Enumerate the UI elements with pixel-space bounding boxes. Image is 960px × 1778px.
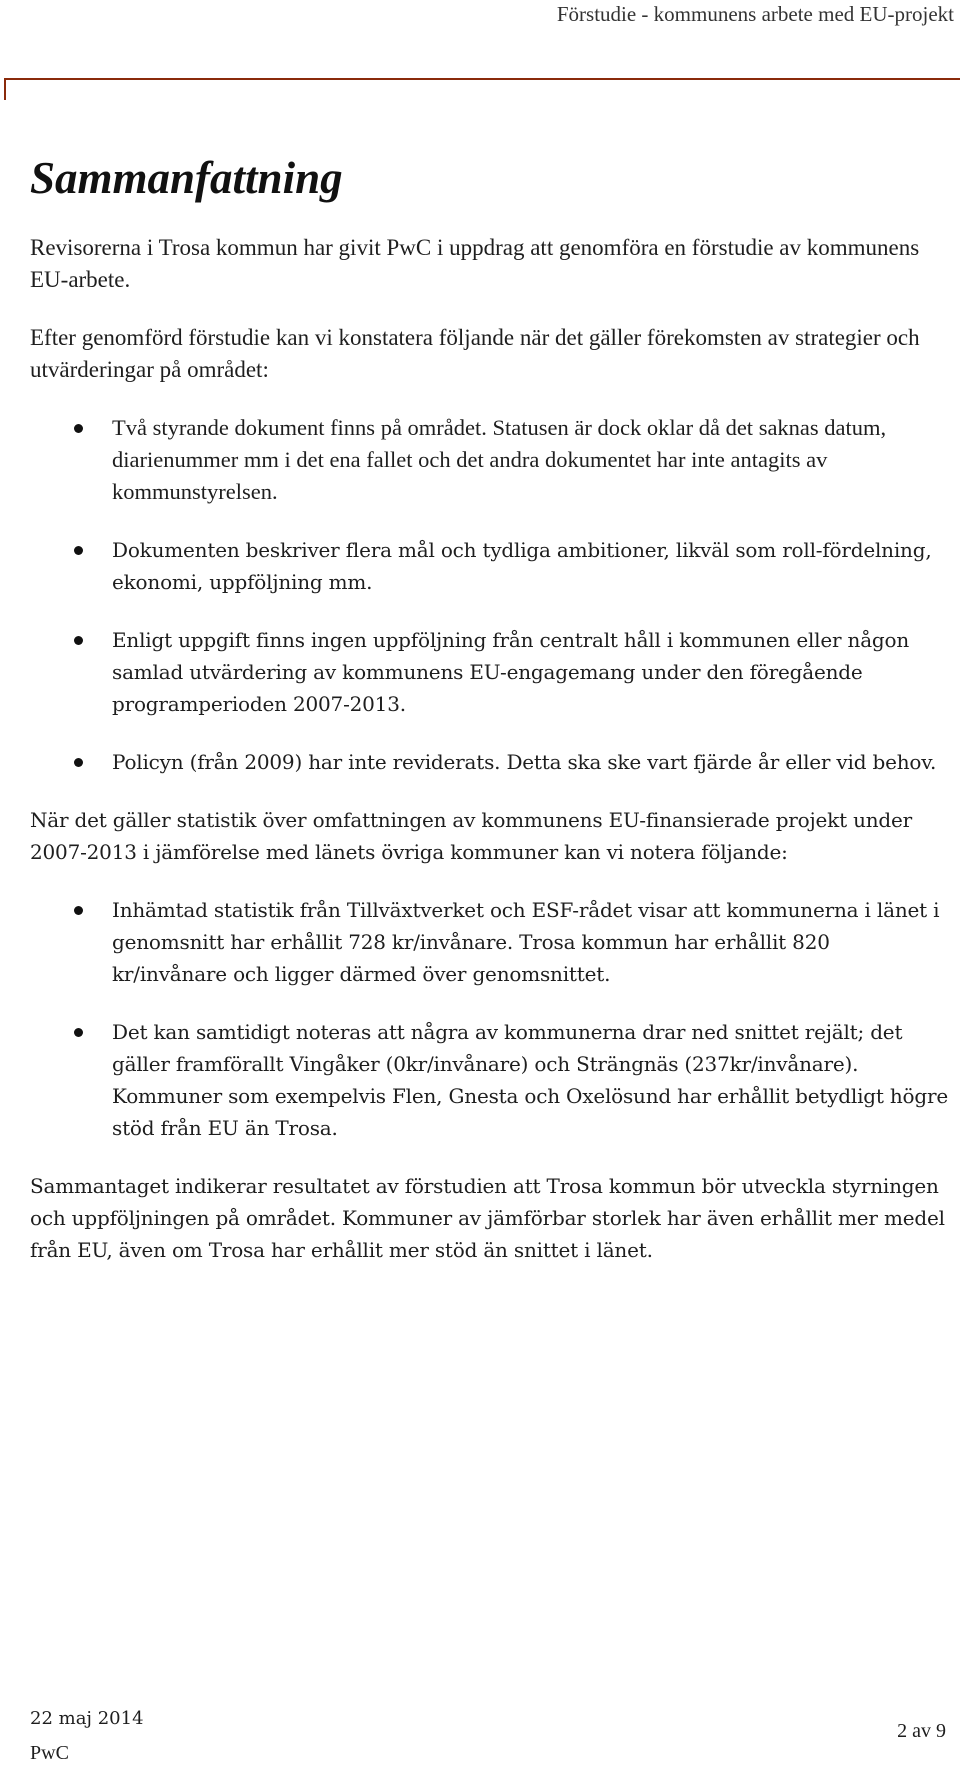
findings-intro-paragraph: Efter genomförd förstudie kan vi konstatera följande när det gäller förekomsten av strategier och utvärderingar på området: bbox=[30, 325, 920, 382]
bullet-icon bbox=[74, 758, 83, 767]
header-rule-corner bbox=[4, 78, 6, 100]
bullet-icon bbox=[74, 546, 83, 555]
main-content bbox=[30, 150, 950, 1292]
list-item-text: Två styrande dokument finns på området. Statusen är dock oklar då det saknas datum, diarienummer mm i det ena fallet och det andra dokumentet har inte antagits av kommunstyrelsen. bbox=[112, 415, 887, 504]
list-item bbox=[30, 412, 950, 508]
footer-date: 22 maj 2014 bbox=[30, 1708, 144, 1729]
list-item-text: Enligt uppgift finns ingen uppföljning från centralt håll i kommunen eller någon samlad utvärdering av kommunens EU-engagemang under den föregående programperioden 2007-2013. bbox=[112, 628, 910, 716]
list-item bbox=[30, 534, 950, 598]
bullet-icon bbox=[74, 906, 83, 915]
list-item bbox=[30, 1016, 950, 1144]
bullet-icon bbox=[74, 636, 83, 645]
page-number: 2 av 9 bbox=[897, 1720, 946, 1742]
statistics-list bbox=[30, 894, 950, 1144]
list-item-text: Dokumenten beskriver flera mål och tydliga ambitioner, likväl som roll-fördelning, ekonomi, uppföljning mm. bbox=[112, 538, 932, 594]
list-item bbox=[30, 624, 950, 720]
bullet-icon bbox=[74, 424, 83, 433]
list-item-text: Det kan samtidigt noteras att några av kommunerna drar ned snittet rejält; det gäller framförallt Vingåker (0kr/invånare) och Strängnäs (237kr/invånare). Kommuner som exempelvis Flen, Gnesta och Oxelösund har erhållit betydligt högre stöd från EU än Trosa. bbox=[112, 1020, 948, 1140]
page-title: Sammanfattning bbox=[30, 153, 343, 203]
bullet-icon bbox=[74, 1028, 83, 1037]
findings-list bbox=[30, 412, 950, 778]
list-item bbox=[30, 894, 950, 990]
list-item-text: Inhämtad statistik från Tillväxtverket och ESF-rådet visar att kommunerna i länet i genomsnitt har erhållit 728 kr/invånare. Trosa kommun har erhållit 820 kr/invånare och ligger därmed över genomsnittet. bbox=[112, 898, 940, 986]
running-header-title: Förstudie - kommunens arbete med EU-projekt bbox=[556, 2, 954, 26]
statistics-intro-paragraph: När det gäller statistik över omfattningen av kommunens EU-finansierade projekt under 2007-2013 i jämförelse med länets övriga kommuner kan vi notera följande: bbox=[30, 808, 913, 864]
header-rule bbox=[4, 78, 960, 80]
list-item bbox=[30, 746, 950, 778]
list-item-text: Policyn (från 2009) har inte reviderats. Detta ska ske vart fjärde år eller vid behov. bbox=[112, 750, 937, 774]
intro-paragraph: Revisorerna i Trosa kommun har givit PwC i uppdrag att genomföra en förstudie av kommunens EU-arbete. bbox=[30, 235, 920, 292]
footer-brand: PwC bbox=[30, 1742, 69, 1764]
conclusion-paragraph: Sammantaget indikerar resultatet av förstudien att Trosa kommun bör utveckla styrningen och uppföljningen på området. Kommuner av jämförbar storlek har även erhållit mer medel från EU, även om Trosa har erhållit mer stöd än snittet i länet. bbox=[30, 1174, 945, 1262]
